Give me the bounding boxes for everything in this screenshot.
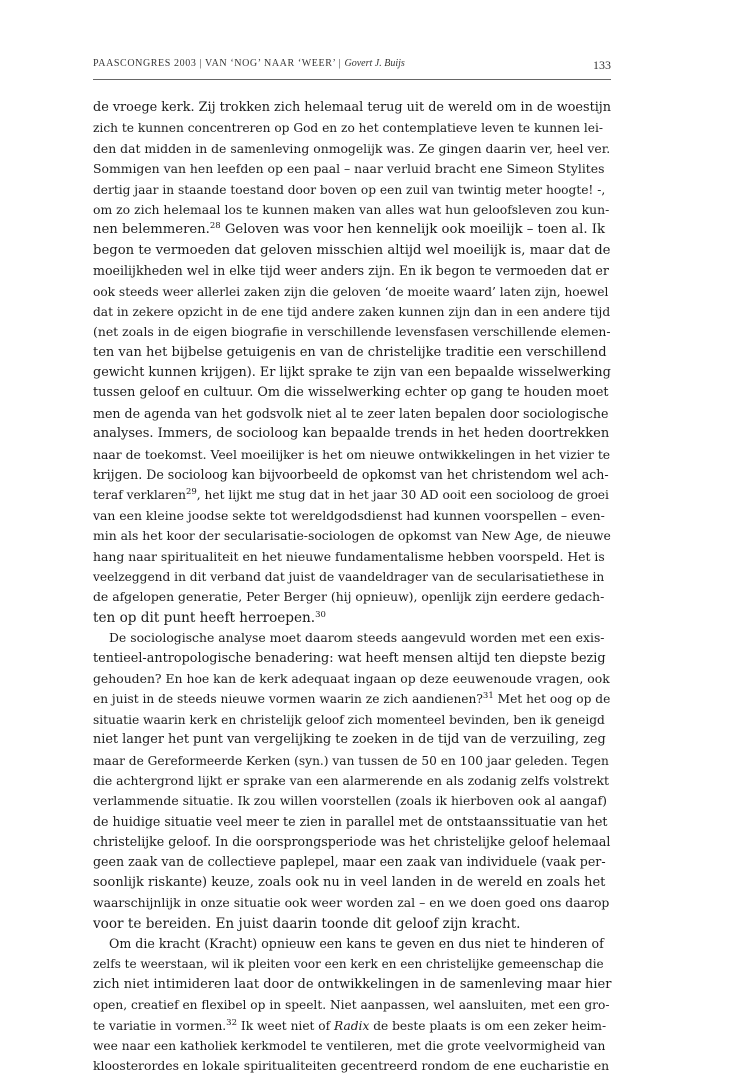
text-line: wee naar een katholiek kerkmodel te ventileren, met die grote veelvormigheid van: [93, 1038, 606, 1053]
text-line: maar de Gereformeerde Kerken (syn.) van tussen de 50 en 100 jaar geleden. Tegen: [93, 753, 609, 768]
text-line: krijgen. De socioloog kan bijvoorbeeld de opkomst van het christendom wel ach-: [93, 467, 609, 483]
text-line: om zo zich helemaal los te kunnen maken van alles wat hun geloofsleven zou kun-: [93, 201, 610, 217]
text-line: dat in zekere opzicht in de ene tijd andere zaken kunnen zijn dan in een andere tijd: [93, 304, 611, 319]
paragraph-start-line: De sociologische analyse moet daarom steeds aangevuld worden met een exis-: [109, 630, 605, 646]
text-line: de huidige situatie veel meer te zien in parallel met de ontstaanssituatie van het: [93, 813, 608, 829]
text-line: dertig jaar in staande toestand door boven op een zuil van twintig meter hoogte! -,: [93, 182, 606, 197]
text-line: open, creatief en flexibel op in speelt. Niet aanpassen, wel aansluiten, met een gro-: [93, 998, 610, 1013]
footnote-marker[interactable]: 31: [482, 691, 494, 702]
text-line: hang naar spiritualiteit en het nieuwe fundamentalisme hebben voorspeld. Het is: [93, 548, 605, 564]
text-line: situatie waarin kerk en christelijk geloof zich momenteel bevinden, ben ik geneigd: [93, 712, 605, 727]
text-line: de afgelopen generatie, Peter Berger (hij opnieuw), openlijk zijn eerdere gedach-: [93, 589, 605, 605]
footnote-marker[interactable]: 29: [185, 487, 197, 498]
text-line: niet langer het punt van vergelijking te zoeken in de tijd van de verzuiling, zeg: [93, 732, 606, 748]
text-line: gehouden? En hoe kan de kerk adequaat ingaan op deze eeuwenoude vragen, ook: [93, 670, 610, 686]
text-line: van een kleine joodse sekte tot wereldgodsdienst had kunnen voorspellen – even-: [93, 507, 605, 523]
footnote-marker[interactable]: 32: [226, 1017, 237, 1028]
text-line: kloosterordes en lokale spiritualiteiten gecentreerd rondom de ene eucharistie en: [93, 1058, 610, 1074]
footnote-marker[interactable]: 30: [315, 609, 326, 620]
text-line: tussen geloof en cultuur. Om die wisselwerking echter op gang te houden moet: [93, 385, 609, 401]
text-line: zich niet intimideren laat door de ontwikkelingen in de samenleving maar hier: [93, 976, 612, 992]
text-line: voor te bereiden. En juist daarin toonde dit geloof zijn kracht.: [93, 915, 521, 932]
text-line: moeilijkheden wel in elke tijd weer anders zijn. En ik begon te vermoeden dat er: [93, 263, 609, 279]
text-line: begon te vermoeden dat geloven misschien altijd wel moeilijk is, maar dat de: [93, 242, 611, 258]
text-line: Sommigen van hen leefden op een paal – naar verluid bracht ene Simeon Stylites: [93, 161, 605, 177]
text-line: zelfs te weerstaan, wil ik pleiten voor een kerk en een christelijke gemeenschap die: [93, 957, 604, 972]
text-line: die achtergrond lijkt er sprake van een alarmerende en als zodanig zelfs volstrekt: [93, 772, 609, 788]
text-line: min als het koor der secularisatie-sociologen de opkomst van New Age, de nieuwe: [93, 528, 611, 544]
text-line: naar de toekomst. Veel moeilijker is het om nieuwe ontwikkelingen in het vizier te: [93, 446, 611, 462]
text-line: verlammende situatie. Ik zou willen voorstellen (zoals ik hierboven ook al aangaf): [93, 793, 607, 809]
text-line: nen belemmeren.$^{28}$ Geloven was voor hen kennelijk ook moeilijk – toen al. Ik: [93, 221, 605, 238]
running-head-author: Govert J. Buijs: [344, 58, 405, 69]
text-line: waarschijnlijk in onze situatie ook weer worden zal – en we doen goed ons daarop: [93, 895, 610, 911]
text-line: christelijke geloof. In die oorsprongsperiode was het christelijke geloof helemaal: [93, 834, 611, 850]
text-line: veelzeggend in dit verband dat juist de vaandeldrager van de secularisatiethese in: [93, 569, 605, 584]
text-line: (net zoals in de eigen biografie in verschillende levensfasen verschillende elemen-: [93, 324, 611, 340]
text-line: zich te kunnen concentreren op God en zo het contemplatieve leven te kunnen lei-: [93, 121, 604, 136]
running-head-title: PAASCONGRES 2003 | VAN ‘NOG’ NAAR ‘WEER’ | Govert J. Buijs: [93, 58, 405, 69]
text-line: ten op dit punt heeft herroepen.$^{30}$: [93, 609, 326, 626]
text-line: analyses. Immers, de socioloog kan bepaalde trends in het heden doortrekken: [93, 426, 610, 442]
footnote-marker[interactable]: 28: [209, 221, 221, 232]
text-line: gewicht kunnen krijgen). Er lijkt sprake te zijn van een bepaalde wisselwerking: [93, 365, 611, 381]
text-line: te variatie in vormen.$^{32}$ Ik weet niet of Radix de beste plaats is om een zeker heim-: [93, 1017, 607, 1033]
body-text: [93, 98, 611, 1077]
paragraph-start-line: Om die kracht (Kracht) opnieuw een kans te geven en dus niet te hinderen of: [109, 936, 604, 952]
text-line: soonlijk riskante) keuze, zoals ook nu in veel landen in de wereld en zoals het: [93, 874, 606, 890]
text-line: den dat midden in de samenleving onmogelijk was. Ze gingen daarin ver, heel ver.: [93, 140, 611, 156]
text-line: en juist in de steeds nieuwe vormen waarin ze zich aandienen?$^{31}$ Met het oog op de: [93, 691, 611, 707]
text-line: geen zaak van de collectieve paplepel, maar een zaak van individuele (vaak per-: [93, 854, 606, 870]
radix-title: Radix: [334, 1018, 370, 1033]
text-line: teraf verklaren$^{29}$, het lijkt me stug dat in het jaar 30 AD ooit een socioloog de groei: [93, 487, 609, 503]
text-line: ten van het bijbelse getuigenis en van de christelijke traditie een verschillend: [93, 344, 607, 360]
text-line: ook steeds weer allerlei zaken zijn die geloven ‘de moeite waard’ laten zijn, hoewel: [93, 284, 609, 299]
text-line: men de agenda van het godsvolk niet al te zeer laten bepalen door sociologische: [93, 405, 609, 421]
header-rule: [93, 79, 611, 80]
text-line: de vroege kerk. Zij trokken zich helemaal terug uit de wereld om in de woestijn: [93, 100, 612, 115]
page-number: 133: [593, 58, 611, 72]
text-line: tentieel-antropologische benadering: wat heeft mensen altijd ten diepste bezig: [93, 650, 606, 666]
